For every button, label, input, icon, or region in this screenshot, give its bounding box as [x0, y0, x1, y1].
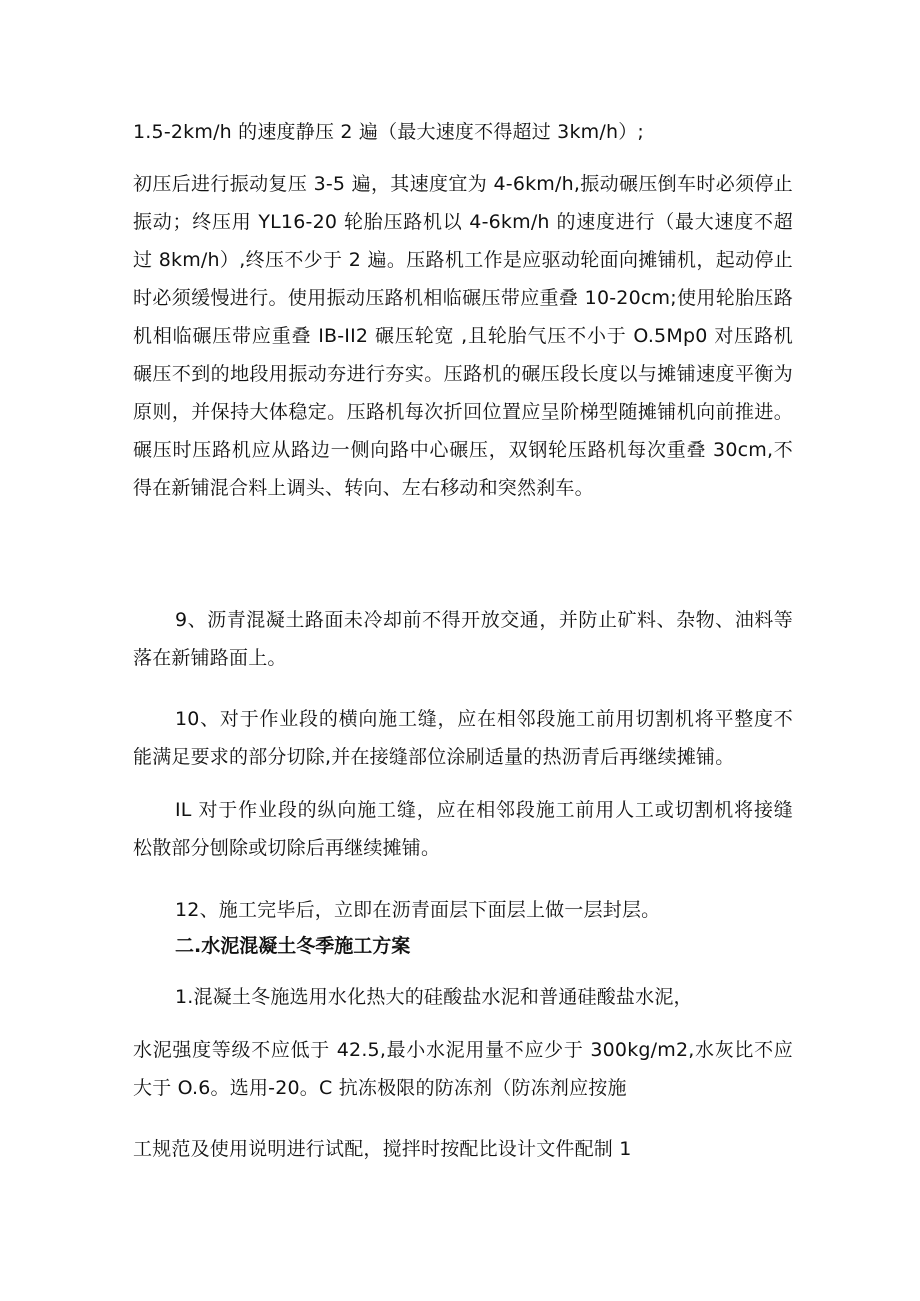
- paragraph-rolling: 初压后进行振动复压 3-5 遍，其速度宜为 4-6km/h,振动碾压倒车时必须停止振动；终压用 YL16-20 轮胎压路机以 4-6km/h 的速度进行（最大速度不超过 8km/h）,终压不少于 2 遍。压路机工作是应驱动轮面向摊铺机，起动停止时必须缓慢进行。使用振动压路机相临碾压带应重叠 10-20cm;使用轮胎压路机相临碾压带应重叠 IB-II2 碾压轮宽 ,且轮胎气压不小于 O.5Mp0 对压路机碾压不到的地段用振动夯进行夯实。压路机的碾压段长度以与摊铺速度平衡为原则，并保持大体稳定。压路机每次折回位置应呈阶梯型随摊铺机向前推进。碾压时压路机应从路边一侧向路中心碾压，双钢轮压路机每次重叠 30cm,不得在新铺混合料上调头、转向、左右移动和突然刹车。: [133, 173, 793, 499]
- paragraph-item-10: 10、对于作业段的横向施工缝，应在相邻段施工前用切割机将平整度不能满足要求的部分切除,并在接缝部位涂刷适量的热沥青后再继续摊铺。: [133, 708, 793, 768]
- paragraph-cement-spec: 水泥强度等级不应低于 42.5,最小水泥用量不应少于 300kg/m2,水灰比不应大于 O.6。选用-20。C 抗冻极限的防冻剂（防冻剂应按施: [133, 1039, 793, 1099]
- paragraph-item-11: IL 对于作业段的纵向施工缝，应在相邻段施工前用人工或切割机将接缝松散部分刨除或切除后再继续摊铺。: [133, 799, 793, 859]
- paragraph-last-line: 工规范及使用说明进行试配，搅拌时按配比设计文件配制 1: [133, 1138, 632, 1160]
- paragraph-item-9: 9、沥青混凝土路面未冷却前不得开放交通，并防止矿料、杂物、油料等落在新铺路面上。: [133, 609, 793, 669]
- section-heading: 二.水泥混凝土冬季施工方案: [175, 935, 411, 957]
- paragraph-item-12: 12、施工完毕后，立即在沥青面层下面层上做一层封层。: [175, 899, 661, 921]
- paragraph-cement-item-1: 1.混凝土冬施选用水化热大的硅酸盐水泥和普通硅酸盐水泥，: [175, 986, 693, 1008]
- paragraph-speed-line: 1.5-2km/h 的速度静压 2 遍（最大速度不得超过 3km/h）;: [133, 121, 645, 143]
